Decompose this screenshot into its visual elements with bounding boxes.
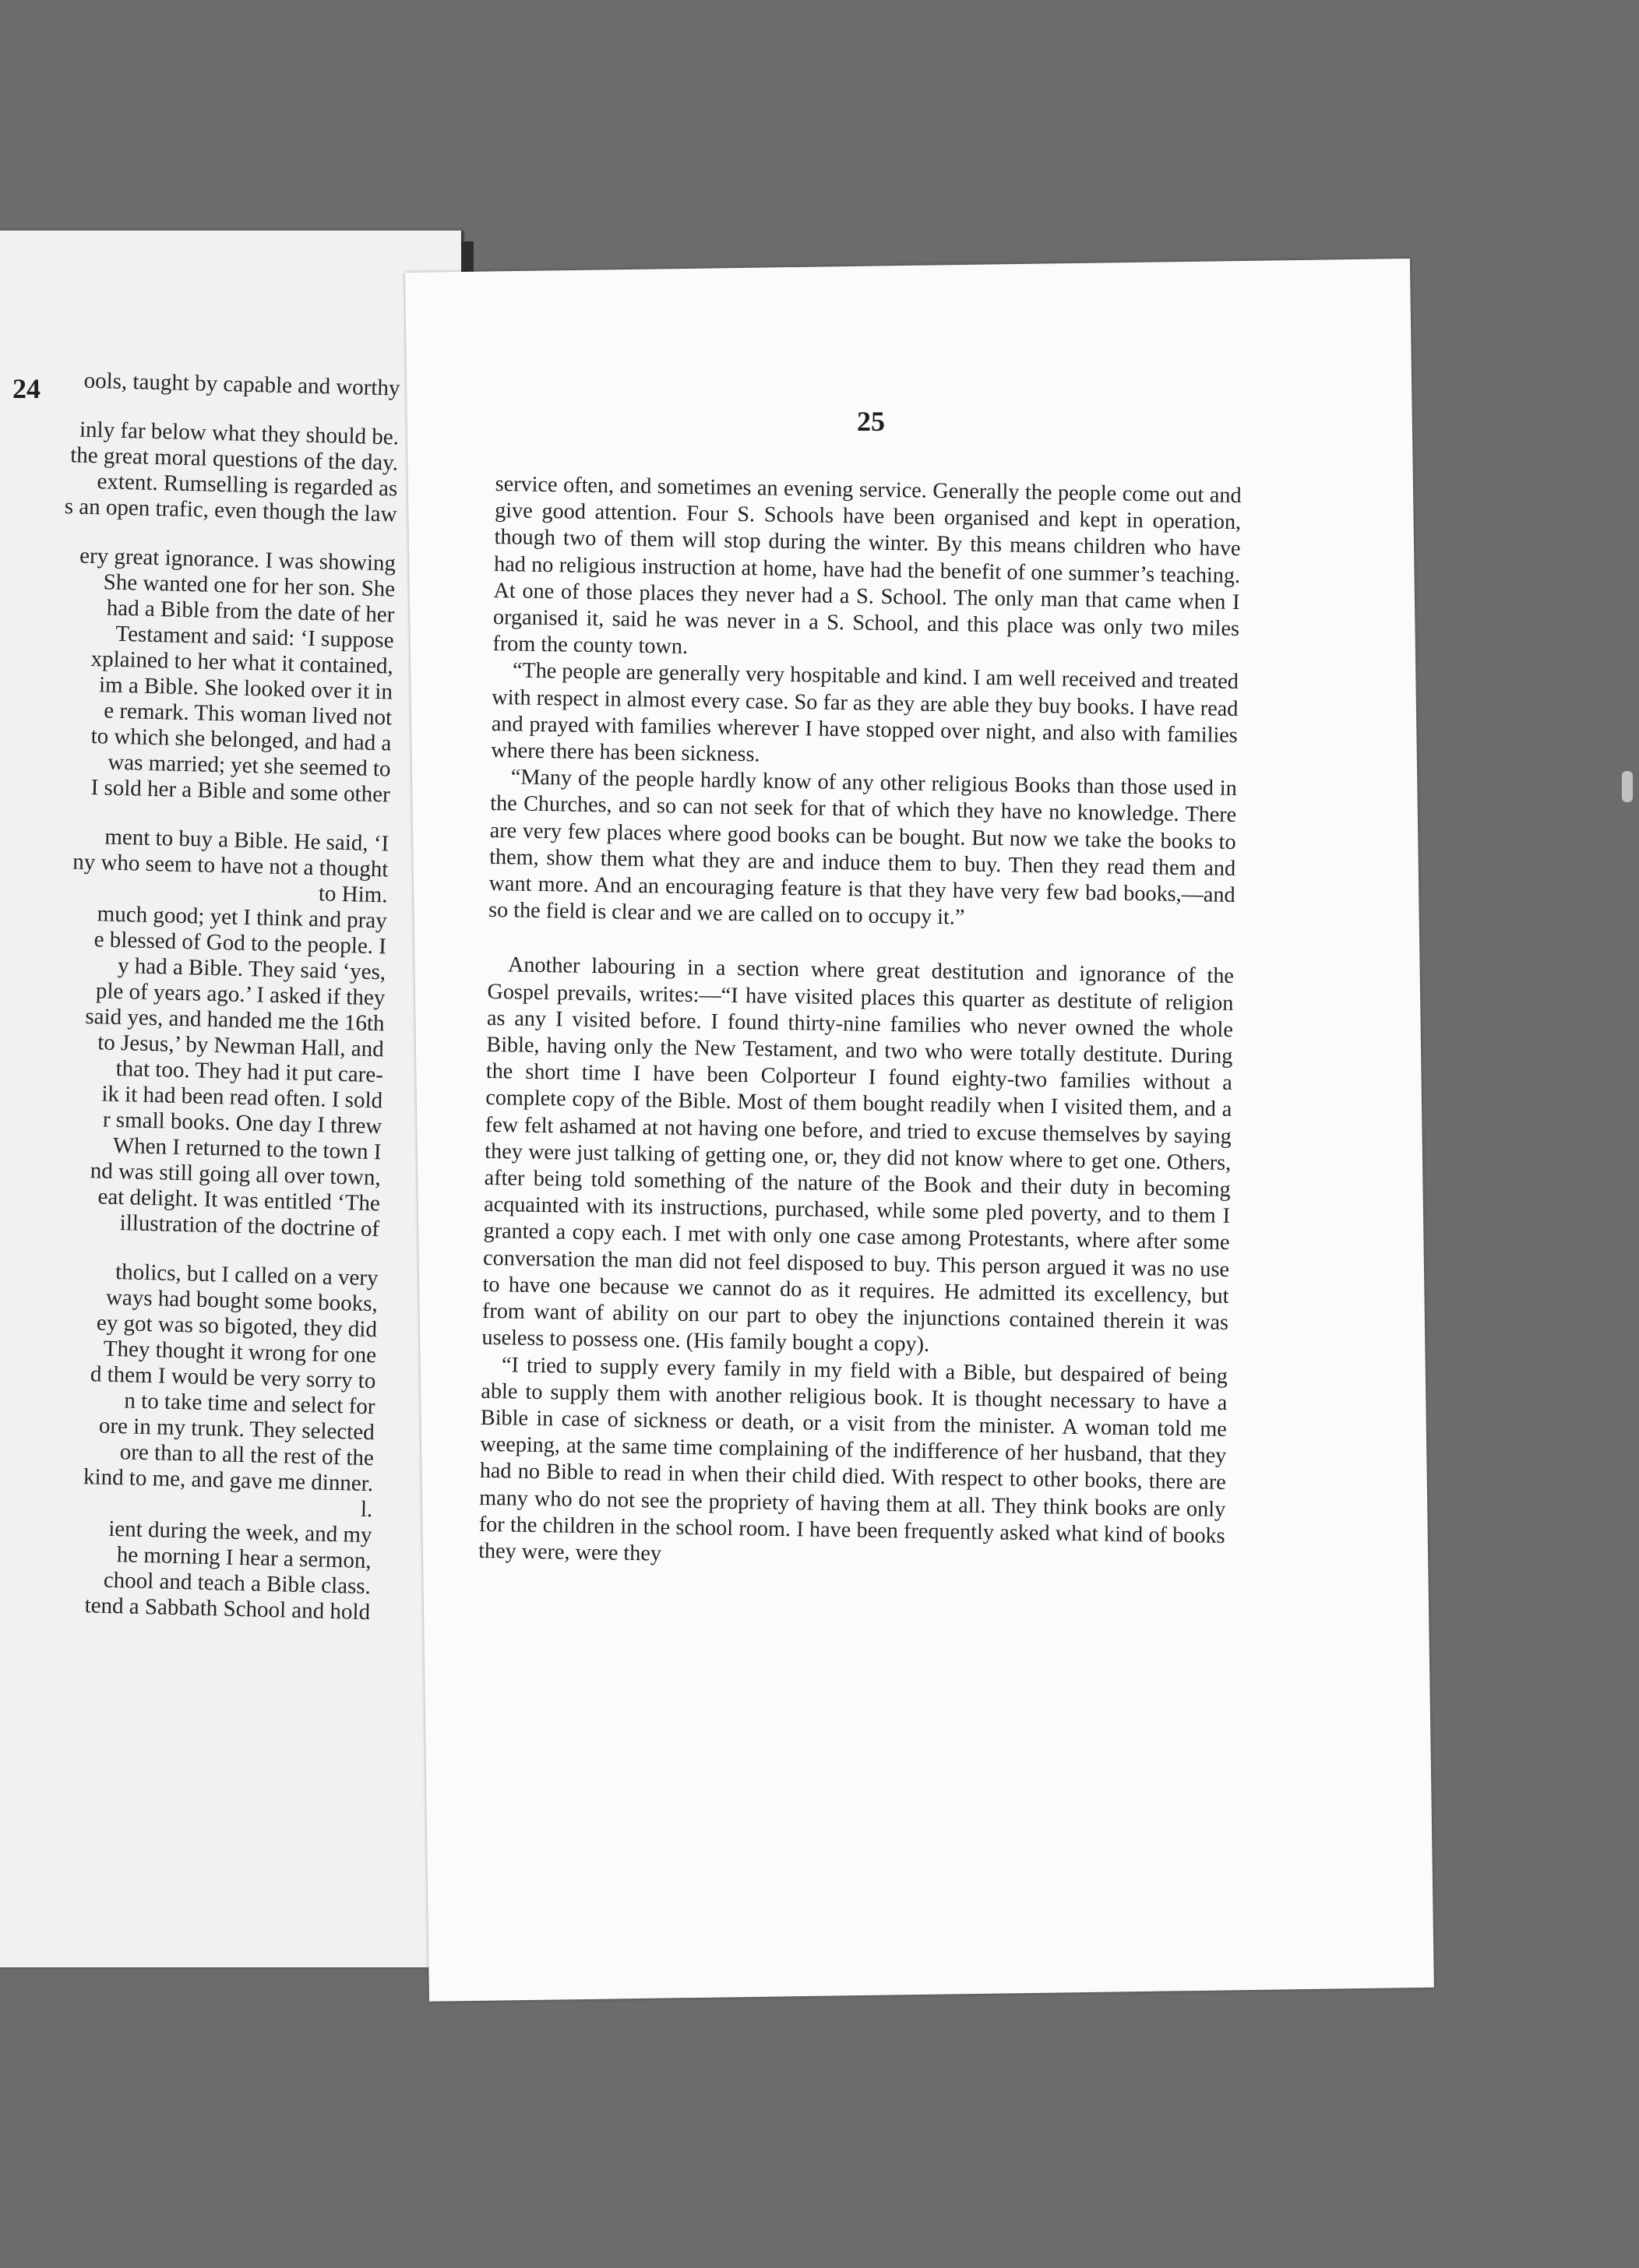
text-line: ery great ignorance. I was showing bbox=[79, 543, 397, 576]
text-line: to Him. bbox=[318, 881, 388, 908]
text-line: im a Bible. She looked over it in bbox=[98, 672, 393, 705]
text-line: nd was still going all over town, bbox=[90, 1158, 382, 1191]
text-line: to Jesus,’ by Newman Hall, and bbox=[97, 1030, 385, 1062]
paragraph-1: service often, and sometimes an evening service. Generally the people come out and give good attention. Four S. Schools have been organised and kept in operation, though two of them will stop during the winter. By this means children who have had no religious instruction at home, have had the benefit of one summer’s teaching. At one of those places they never had a S. School. The only man that came when I organised it, said he was never in a S. School, and this place was only two miles from the county town. bbox=[492, 471, 1242, 660]
text-line: e blessed of God to the people. I bbox=[93, 927, 387, 960]
text-line: I sold her a Bible and some other bbox=[90, 775, 391, 808]
text-line: to which she belonged, and had a bbox=[90, 724, 392, 756]
text-line: When I returned to the town I bbox=[112, 1132, 382, 1165]
text-line: xplained to her what it contained, bbox=[90, 646, 394, 679]
page-number-right: 25 bbox=[857, 406, 885, 437]
text-line: ey got was so bigoted, they did bbox=[96, 1310, 378, 1343]
text-line: y had a Bible. They said ‘yes, bbox=[117, 953, 386, 985]
text-line: e remark. This woman lived not bbox=[103, 698, 393, 731]
left-page-text bbox=[0, 366, 400, 1625]
text-line: r small books. One day I threw bbox=[102, 1107, 382, 1139]
text-line: l. bbox=[360, 1496, 373, 1523]
text-line: he morning I hear a sermon, bbox=[116, 1542, 372, 1574]
text-line: Testament and said: ‘I suppose bbox=[115, 621, 394, 653]
paragraph-3: “Many of the people hardly know of any other religious Books than those used in the Churches, and so can not seek for that of which they have no knowledge. There are very few places where good books can be bought. But now we take the books to them, show them what they are and induce them to buy. Then they read them and want more. And an encouraging feature is that they have very few bad books,—and so the field is clear and we are called on to occupy it.” bbox=[488, 765, 1237, 930]
paragraph-4: Another labouring in a section where great destitution and ignorance of the Gospel prevails, writes:—“I have visited places this quarter as destitute of religion as any I visited before. I found thirty-nine families who never owned the whole Bible, having only the New Testament, and two who were totally destitute. During the short time I have been Colporteur I found eighty-two families without a complete copy of the Bible. Most of them bought readily when I visited them, and a few felt ashamed at not having one before, and tried to excuse themselves by saying they were just talking of getting one, or, they did not know where to get one. Others, after being told something of the nature of the Book and their duty in becoming acquainted with its instructions, purchased, while some pled poverty, and to them I granted a copy each. I met with only one case among Protestants, where after some conversation the man did not feel disposed to buy. This person argued it was no use to have one because we cannot do as it requires. He admitted its excellency, but from want of ability on our part to obey the injunctions contained therein it was useless to possess one. (His family bought a copy). bbox=[481, 953, 1235, 1358]
text-line: illustration of the doctrine of bbox=[119, 1210, 380, 1242]
text-line: d them I would be very sorry to bbox=[90, 1361, 376, 1394]
text-line: ple of years ago.’ I asked if they bbox=[95, 978, 386, 1011]
text-line: ment to buy a Bible. He said, ‘I bbox=[104, 824, 389, 857]
text-line: She wanted one for her son. She bbox=[103, 569, 396, 602]
text-line: that too. They had it put care- bbox=[115, 1055, 384, 1088]
text-line: ore than to all the rest of the bbox=[119, 1439, 375, 1471]
text-line: ways had bought some books, bbox=[105, 1284, 379, 1317]
paragraph-2: “The people are generally very hospitable and kind. I am well received and treated with respect in almost every case. So far as they are able they buy books. I have read and prayed with families wherever I have stopped over night, and also with families where there has been sickness. bbox=[491, 658, 1239, 767]
scan-speck bbox=[1622, 771, 1633, 802]
text-line: had a Bible from the date of her bbox=[106, 595, 395, 628]
text-line: s an open trafic, even though the law bbox=[64, 494, 397, 527]
page-number-left: 24 bbox=[12, 373, 41, 404]
paragraph-5: “I tried to supply every family in my field with a Bible, but despaired of being able to supply them with another religious book. It is thought necessary to have a Bible in case of sickness or death, or a visit from the minister. A woman told me weeping, at the same time complaining of the indifference of her husband, that they had no Bible to read in when their child died. With respect to other books, there are many who do not see the propriety of having them at all. They think books are only for the children in the school room. I have been frequently asked what kind of books they were, were they bbox=[478, 1352, 1228, 1566]
text-line: was married; yet she seemed to bbox=[108, 749, 391, 782]
text-line: ools, taught by capable and worthy bbox=[83, 368, 400, 401]
text-line: ik it had been read often. I sold bbox=[101, 1081, 383, 1114]
text-line: ore in my trunk. They selected bbox=[98, 1413, 375, 1446]
text-line: tend a Sabbath School and hold bbox=[84, 1593, 371, 1625]
text-line: n to take time and select for bbox=[124, 1388, 375, 1420]
text-line: ient during the week, and my bbox=[108, 1516, 372, 1548]
text-line: kind to me, and gave me dinner. bbox=[83, 1464, 374, 1497]
text-line: They thought it wrong for one bbox=[103, 1336, 377, 1368]
text-line: tholics, but I called on a very bbox=[115, 1259, 379, 1291]
text-line: eat delight. It was entitled ‘The bbox=[97, 1184, 381, 1217]
text-line: the great moral questions of the day. bbox=[69, 442, 399, 476]
text-line: inly far below what they should be. bbox=[79, 417, 400, 450]
text-line: said yes, and handed me the 16th bbox=[85, 1003, 385, 1037]
right-page-text bbox=[478, 471, 1242, 1576]
text-line: extent. Rumselling is regarded as bbox=[97, 469, 398, 502]
text-line: chool and teach a Bible class. bbox=[103, 1567, 372, 1600]
text-line: much good; yet I think and pray bbox=[97, 901, 388, 934]
text-line: ny who seem to have not a thought bbox=[72, 849, 389, 882]
